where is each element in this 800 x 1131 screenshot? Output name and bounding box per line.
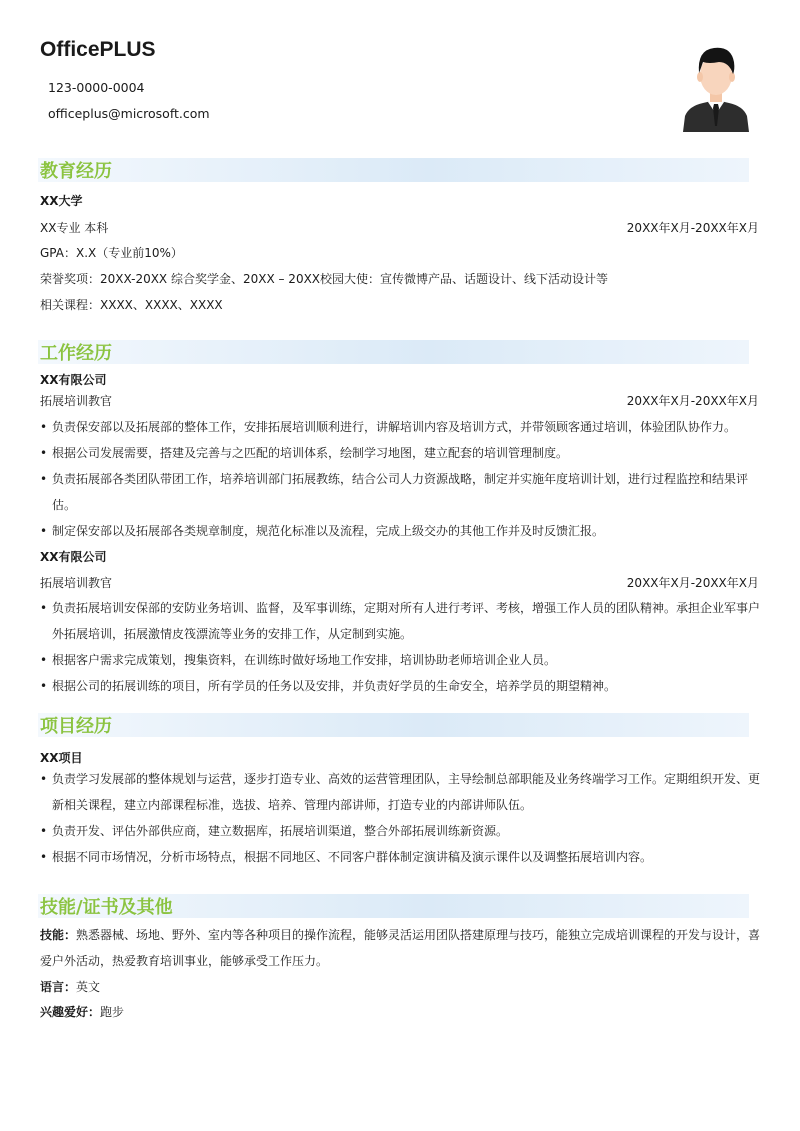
candidate-name: OfficePLUS [40, 38, 156, 61]
job-bullet: • 负责拓展部各类团队带团工作，培养培训部门拓展教练，结合公司人力资源战略，制定并实施年度培训计划，进行过程监控和结果评估。 [40, 472, 749, 512]
work-section-header [38, 340, 749, 364]
education-period: 20XX年X月-20XX年X月 [626, 221, 759, 235]
work-title: 工作经历 [40, 343, 112, 364]
person-avatar-icon [681, 40, 751, 132]
company-name: XX有限公司 [40, 550, 107, 564]
honors: 荣誉奖项：20XX-20XX 综合奖学金、20XX – 20XX校园大使：宣传微博产品、话题设计、线下活动设计等 [40, 272, 609, 286]
skills-section-header [38, 894, 749, 918]
project-section-header [38, 713, 749, 737]
job-role: 拓展培训教官 [40, 394, 113, 408]
hobby-line [40, 999, 762, 1025]
major-degree: XX专业 本科 [40, 221, 109, 235]
job-bullet: • 制定保安部以及拓展部各类规章制度，规范化标准以及流程，完成上级交办的其他工作并及时反馈汇报。 [40, 524, 605, 538]
hobby-label: 兴趣爱好： [40, 1005, 101, 1019]
skills-text: 熟悉器械、场地、野外、室内等各种项目的操作流程，能够灵活运用团队搭建原理与技巧，能独立完成培训课程的开发与设计，喜爱户外活动，热爱教育培训事业，能够承受工作压力。 [40, 928, 761, 968]
job-period: 20XX年X月-20XX年X月 [626, 394, 759, 408]
project-bullet: • 根据不同市场情况，分析市场特点，根据不同地区、不同客户群体制定演讲稿及演示课件以及调整拓展培训内容。 [40, 850, 653, 864]
language-text: 英文 [76, 980, 101, 994]
education-title: 教育经历 [40, 161, 112, 182]
job-bullet: • 根据客户需求完成策划，搜集资料，在训练时做好场地工作安排，培训协助老师培训企业人员。 [40, 653, 557, 667]
hobby-text: 跑步 [100, 1005, 125, 1019]
company-name: XX有限公司 [40, 373, 107, 387]
project-name: XX项目 [40, 751, 83, 765]
skills-paragraph [40, 922, 762, 974]
gpa: GPA：X.X（专业前10%） [40, 246, 183, 260]
job-role: 拓展培训教官 [40, 576, 113, 590]
project-bullet: • 负责开发、评估外部供应商，建立数据库，拓展培训渠道，整合外部拓展训练新资源。 [40, 824, 509, 838]
project-title: 项目经历 [40, 716, 112, 737]
project-bullet: • 负责学习发展部的整体规划与运营，逐步打造专业、高效的运营管理团队，主导绘制总部职能及业务终端学习工作。定期组织开发、更新相关课程，建立内部课程标准，选拔、培养、管理内部讲师，打造专业的内部讲师队伍。 [40, 772, 761, 812]
email-address: officeplus@microsoft.com [48, 106, 210, 121]
job-bullet: • 负责保安部以及拓展部的整体工作，安排拓展培训顺利进行，讲解培训内容及培训方式，并带领顾客通过培训，体验团队协作力。 [40, 420, 737, 434]
courses: 相关课程：XXXX、XXXX、XXXX [40, 298, 223, 312]
job-bullet: • 负责拓展培训安保部的安防业务培训、监督，及军事训练，定期对所有人进行考评、考核，增强工作人员的团队精神。承担企业军事户外拓展培训，拓展激情皮筏漂流等业务的安排工作，从定制到实施。 [40, 601, 761, 641]
language-label: 语言： [40, 980, 77, 994]
skills-title: 技能/证书及其他 [40, 897, 173, 918]
skills-label: 技能： [40, 928, 77, 942]
phone-number: 123-0000-0004 [48, 80, 145, 95]
school-name: XX大学 [40, 194, 83, 208]
language-line [40, 974, 762, 1000]
job-bullet: • 根据公司发展需要，搭建及完善与之匹配的培训体系，绘制学习地图，建立配套的培训管理制度。 [40, 446, 569, 460]
job-bullet: • 根据公司的拓展训练的项目，所有学员的任务以及安排，并负责好学员的生命安全，培养学员的期望精神。 [40, 679, 617, 693]
education-section-header [38, 158, 749, 182]
job-period: 20XX年X月-20XX年X月 [626, 576, 759, 590]
